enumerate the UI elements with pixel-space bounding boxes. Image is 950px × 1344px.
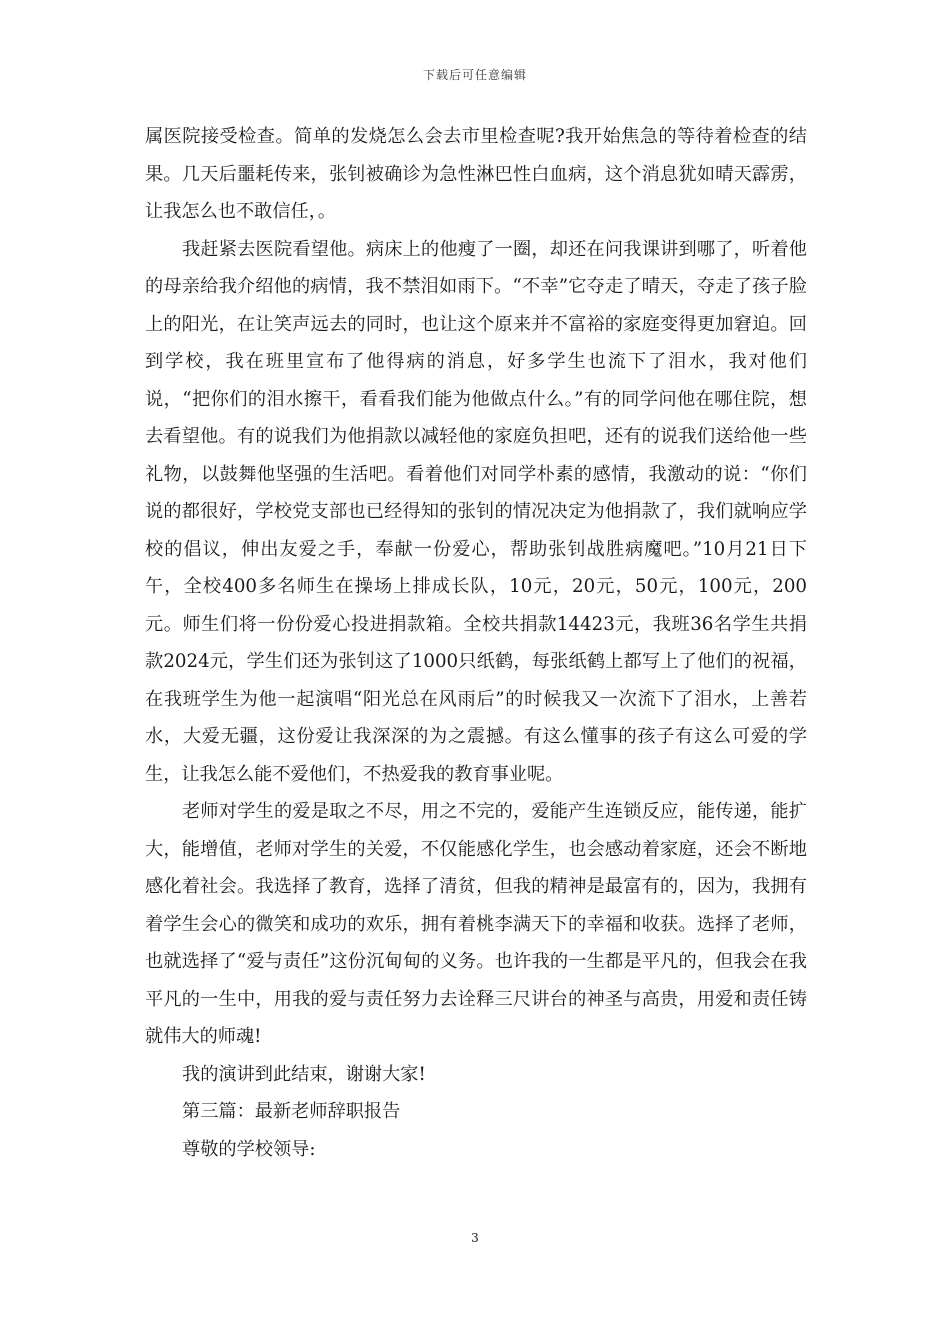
paragraph-teacher-love: 老师对学生的爱是取之不尽，用之不完的，爱能产生连锁反应，能传递，能扩大，能增值，老师对学生的关爱，不仅能感化学生，也会感动着家庭，还会不断地感化着社会。我选择了教育，选择了清贫，但我的精神是最富有的，因为，我拥有着学生会心的微笑和成功的欢乐，拥有着桃李满天下的幸福和收获。选择了老师，也就选择了“爱与责任”这份沉甸甸的义务。也许我的一生都是平凡的，但我会在我平凡的一生中，用我的爱与责任努力去诠释三尺讲台的神圣与高贵，用爱和责任铸就伟大的师魂! [145,801,807,1047]
page-number: 3 [471,1231,479,1245]
document-body [145,118,807,1168]
page-header: 下载后可任意编辑 [422,68,527,82]
salutation: 尊敬的学校领导: [182,1138,316,1160]
paragraph-hospital-visit: 我赶紧去医院看望他。病床上的他瘦了一圈，却还在问我课讲到哪了，听着他的母亲给我介绍他的病情，我不禁泪如雨下。“不幸”它夺走了晴天，夺走了孩子脸上的阳光，在让笑声远去的同时，也让这个原来并不富裕的家庭变得更加窘迫。回到学校，我在班里宣布了他得病的消息，好多学生也流下了泪水，我对他们说，“把你们的泪水擦干，看看我们能为他做点什么。”有的同学问他在哪住院，想去看望他。有的说我们为他捐款以减轻他的家庭负担吧，还有的说我们送给他一些礼物，以鼓舞他坚强的生活吧。看着他们对同学朴素的感情，我激动的说：“你们说的都很好，学校党支部也已经得知的张钊的情况决定为他捐款了，我们就响应学校的倡议，伸出友爱之手，奉献一份爱心，帮助张钊战胜病魔吧。”10月21日下午，全校400多名师生在操场上排成长队，10元，20元，50元，100元，200元。师生们将一份份爱心投进捐款箱。全校共捐款14423元，我班36名学生共捐款2024元，学生们还为张钊这了1000只纸鹤，每张纸鹤上都写上了他们的祝福，在我班学生为他一起演唱“阳光总在风雨后”的时候我又一次流下了泪水，上善若水，大爱无疆，这份爱让我深深的为之震撼。有这么懂事的孩子有这么可爱的学生，让我怎么能不爱他们，不热爱我的教育事业呢。 [145,238,807,785]
section-heading: 第三篇：最新老师辞职报告 [182,1101,401,1122]
paragraph-closing: 我的演讲到此结束，谢谢大家! [182,1063,426,1085]
paragraph-continuation: 属医院接受检查。简单的发烧怎么会去市里检查呢?我开始焦急的等待着检查的结果。几天后噩耗传来，张钊被确诊为急性淋巴性白血病，这个消息犹如晴天霹雳，让我怎么也不敢信任，。 [145,126,807,222]
